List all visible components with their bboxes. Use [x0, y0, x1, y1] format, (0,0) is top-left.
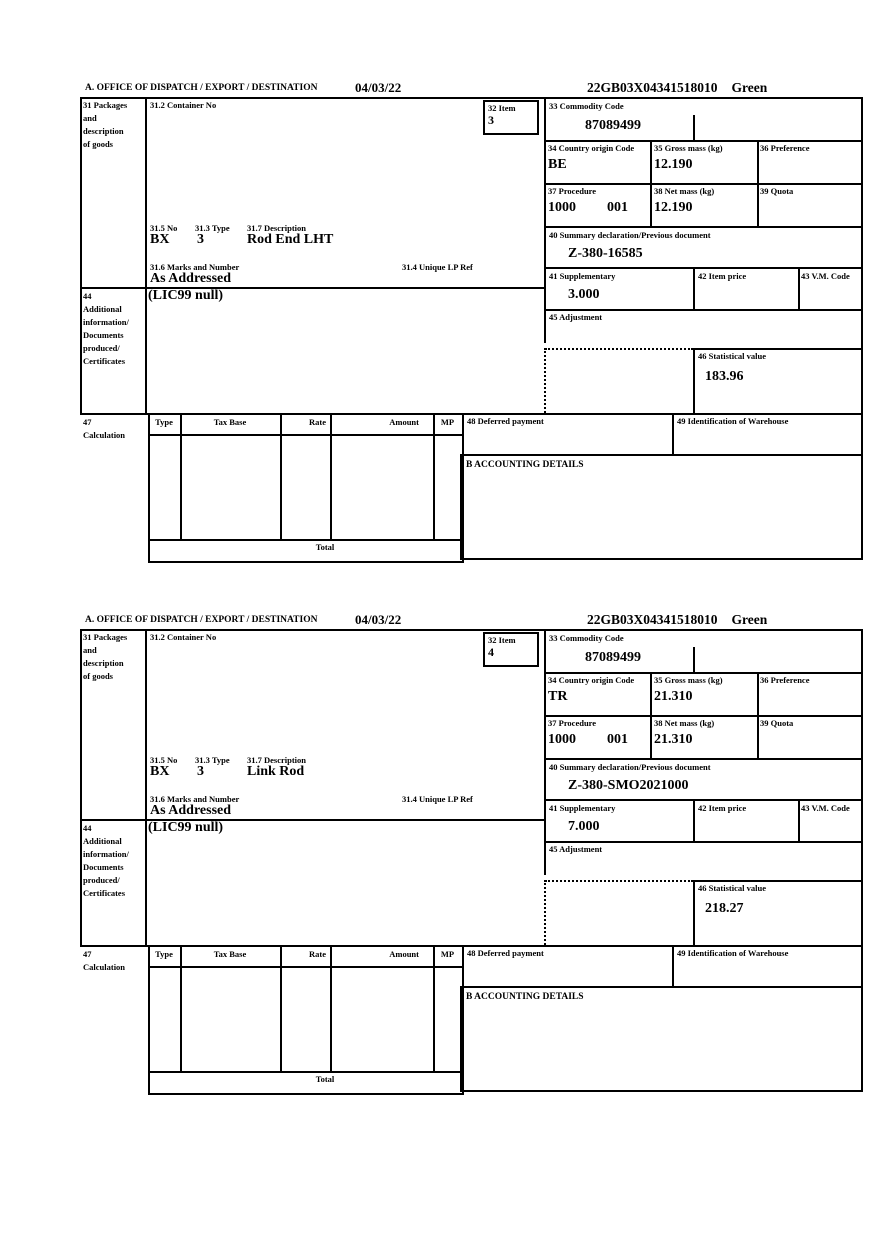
country-origin-value: TR — [548, 689, 568, 704]
previous-document-value: Z-380-16585 — [568, 246, 643, 261]
box44-additional-label: 44 Additional information/ Documents produced/ Certificates — [83, 291, 129, 366]
box33-commodity-label: 33 Commodity Code — [549, 633, 624, 643]
box31-3-type-label: 31.3 Type — [195, 223, 230, 233]
grid-line — [148, 945, 150, 1095]
box31-2-container-label: 31.2 Container No — [150, 632, 217, 642]
box49-warehouse-label: 49 Identification of Warehouse — [677, 948, 789, 958]
box37-procedure-label: 37 Procedure — [548, 718, 597, 728]
statistical-value: 218.27 — [705, 901, 744, 916]
grid-line — [544, 715, 863, 717]
grid-line — [544, 140, 863, 142]
package-type-value: 3 — [197, 232, 204, 247]
grid-line — [693, 348, 695, 413]
box32-item-label: 32 Item — [488, 103, 516, 113]
col-type-header: Type — [155, 949, 173, 959]
procedure-code2-value: 001 — [607, 200, 628, 215]
box46-statistical-label: 46 Statistical value — [698, 883, 766, 893]
grid-line — [80, 97, 82, 413]
supplementary-units-value: 3.000 — [568, 287, 600, 302]
box39-quota-label: 39 Quota — [760, 186, 794, 196]
grid-line — [433, 945, 435, 1071]
commodity-code-value: 87089499 — [585, 118, 641, 133]
grid-line — [693, 348, 863, 350]
grid-line — [148, 966, 462, 968]
office-of-dispatch-heading: A. OFFICE OF DISPATCH / EXPORT / DESTINATION — [85, 83, 318, 93]
col-type-header: Type — [155, 417, 173, 427]
package-no-value: BX — [150, 764, 170, 779]
grid-line — [650, 672, 652, 758]
grid-line — [693, 647, 695, 672]
grid-line — [80, 413, 863, 415]
box40-summary-label: 40 Summary declaration/Previous document — [549, 230, 711, 240]
grid-line — [148, 1093, 462, 1095]
box40-summary-label: 40 Summary declaration/Previous document — [549, 762, 711, 772]
mrn-number: 22GB03X04341518010 — [587, 612, 718, 627]
box47-calculation-label: 47 Calculation — [83, 417, 126, 440]
package-type-value: 3 — [197, 764, 204, 779]
grid-line — [757, 672, 759, 758]
box47-calculation-label: 47 Calculation — [83, 949, 126, 972]
grid-line — [148, 413, 150, 563]
box34-country-label: 34 Country origin Code — [548, 675, 635, 685]
grid-line — [148, 1071, 462, 1073]
previous-document-value: Z-380-SMO2021000 — [568, 778, 689, 793]
accounting-details-label: B ACCOUNTING DETAILS — [466, 992, 584, 1002]
box31-5-no-label: 31.5 No — [150, 223, 178, 233]
procedure-code2-value: 001 — [607, 732, 628, 747]
declaration-reference — [587, 80, 781, 96]
grid-line — [330, 945, 332, 1071]
net-mass-value: 21.310 — [654, 732, 693, 747]
box42-item-price-label: 42 Item price — [698, 271, 747, 281]
grid-line — [145, 97, 147, 413]
grid-line — [798, 799, 800, 841]
grid-line — [460, 558, 863, 560]
grid-line — [80, 97, 863, 99]
marks-and-number-value: As Addressed — [150, 803, 232, 818]
gross-mass-value: 12.190 — [654, 157, 693, 172]
grid-line — [433, 413, 435, 539]
box49-warehouse-label: 49 Identification of Warehouse — [677, 416, 789, 426]
grid-line — [693, 267, 695, 309]
grid-line — [672, 945, 674, 986]
grid-line — [544, 309, 863, 311]
col-mp-header: MP — [440, 417, 455, 427]
box38-net-mass-label: 38 Net mass (kg) — [654, 718, 715, 728]
dotted-grid-line — [545, 348, 693, 350]
grid-line — [693, 799, 695, 841]
grid-line — [672, 413, 674, 454]
calculation-total-label: Total — [315, 1074, 335, 1084]
box46-statistical-label: 46 Statistical value — [698, 351, 766, 361]
grid-line — [462, 413, 464, 563]
marks-and-number-value: As Addressed — [150, 271, 232, 286]
col-mp-header: MP — [440, 949, 455, 959]
grid-line — [280, 413, 282, 539]
box42-item-price-label: 42 Item price — [698, 803, 747, 813]
grid-line — [462, 454, 863, 456]
grid-line — [650, 140, 652, 226]
goods-description-value: Rod End LHT — [247, 232, 334, 247]
grid-line — [693, 880, 695, 945]
grid-line — [544, 97, 546, 343]
box41-supplementary-label: 41 Supplementary — [549, 271, 616, 281]
box44-additional-label: 44 Additional information/ Documents produced/ Certificates — [83, 823, 129, 898]
col-tax-base-header: Tax Base — [213, 949, 247, 959]
commodity-code-value: 87089499 — [585, 650, 641, 665]
dotted-grid-line — [545, 880, 693, 882]
grid-line — [180, 413, 182, 539]
grid-line — [544, 758, 863, 760]
box39-quota-label: 39 Quota — [760, 718, 794, 728]
grid-line — [757, 140, 759, 226]
item-number-value: 4 — [488, 645, 494, 659]
box32-item — [483, 100, 539, 135]
procedure-code-value: 1000 — [548, 200, 576, 215]
grid-line — [462, 945, 464, 1095]
box31-packages-label: 31 Packages and description of goods — [83, 100, 128, 149]
grid-line — [693, 115, 695, 140]
box41-supplementary-label: 41 Supplementary — [549, 803, 616, 813]
dispatch-date: 04/03/22 — [355, 612, 402, 627]
gross-mass-value: 21.310 — [654, 689, 693, 704]
box31-5-no-label: 31.5 No — [150, 755, 178, 765]
routing-status: Green — [731, 612, 768, 627]
grid-line — [544, 267, 863, 269]
office-of-dispatch-heading: A. OFFICE OF DISPATCH / EXPORT / DESTINATION — [85, 615, 318, 625]
dotted-grid-line — [544, 880, 546, 945]
additional-info-value: (LIC99 null) — [148, 288, 224, 303]
grid-line — [544, 183, 863, 185]
box34-country-label: 34 Country origin Code — [548, 143, 635, 153]
box38-net-mass-label: 38 Net mass (kg) — [654, 186, 715, 196]
grid-line — [80, 945, 863, 947]
box31-2-container-label: 31.2 Container No — [150, 100, 217, 110]
grid-line — [80, 629, 863, 631]
dispatch-date: 04/03/22 — [355, 80, 402, 95]
box36-preference-label: 36 Preference — [760, 143, 810, 153]
box31-3-type-label: 31.3 Type — [195, 755, 230, 765]
box31-7-description-label: 31.7 Description — [247, 223, 307, 233]
box45-adjustment-label: 45 Adjustment — [549, 312, 603, 322]
mrn-number: 22GB03X04341518010 — [587, 80, 718, 95]
col-tax-base-header: Tax Base — [213, 417, 247, 427]
goods-description-value: Link Rod — [247, 764, 305, 779]
box43-vm-code-label: 43 V.M. Code — [801, 803, 850, 813]
grid-line — [798, 267, 800, 309]
box48-deferred-label: 48 Deferred payment — [467, 416, 544, 426]
box43-vm-code-label: 43 V.M. Code — [801, 271, 850, 281]
grid-line — [544, 841, 863, 843]
box35-gross-mass-label: 35 Gross mass (kg) — [654, 143, 723, 153]
box36-preference-label: 36 Preference — [760, 675, 810, 685]
col-rate-header: Rate — [309, 417, 326, 427]
accounting-details-label: B ACCOUNTING DETAILS — [466, 460, 584, 470]
box32-item — [483, 632, 539, 667]
grid-line — [148, 539, 462, 541]
grid-line — [544, 226, 863, 228]
box37-procedure-label: 37 Procedure — [548, 186, 597, 196]
grid-line — [861, 629, 863, 1092]
box31-4-lp-ref-label: 31.4 Unique LP Ref — [402, 262, 473, 272]
calculation-total-label: Total — [315, 542, 335, 552]
box31-6-marks-label: 31.6 Marks and Number — [150, 794, 240, 804]
grid-line — [544, 629, 546, 875]
box31-4-lp-ref-label: 31.4 Unique LP Ref — [402, 794, 473, 804]
grid-line — [460, 1090, 863, 1092]
grid-line — [148, 434, 462, 436]
grid-line — [180, 945, 182, 1071]
col-rate-header: Rate — [309, 949, 326, 959]
declaration-item-3 — [80, 80, 863, 565]
grid-line — [693, 880, 863, 882]
box31-6-marks-label: 31.6 Marks and Number — [150, 262, 240, 272]
item-number-value: 3 — [488, 113, 494, 127]
grid-line — [148, 561, 462, 563]
declaration-item-4 — [80, 612, 863, 1097]
declaration-reference — [587, 612, 781, 628]
grid-line — [544, 799, 863, 801]
col-amount-header: Amount — [389, 949, 419, 959]
grid-line — [861, 97, 863, 560]
routing-status: Green — [731, 80, 768, 95]
grid-line — [330, 413, 332, 539]
box45-adjustment-label: 45 Adjustment — [549, 844, 603, 854]
box31-7-description-label: 31.7 Description — [247, 755, 307, 765]
dotted-grid-line — [544, 348, 546, 413]
grid-line — [280, 945, 282, 1071]
package-no-value: BX — [150, 232, 170, 247]
grid-line — [462, 986, 863, 988]
additional-info-value: (LIC99 null) — [148, 820, 224, 835]
country-origin-value: BE — [548, 157, 567, 172]
grid-line — [544, 672, 863, 674]
grid-line — [80, 629, 82, 945]
box48-deferred-label: 48 Deferred payment — [467, 948, 544, 958]
procedure-code-value: 1000 — [548, 732, 576, 747]
grid-line — [145, 629, 147, 945]
box32-item-label: 32 Item — [488, 635, 516, 645]
net-mass-value: 12.190 — [654, 200, 693, 215]
supplementary-units-value: 7.000 — [568, 819, 600, 834]
col-amount-header: Amount — [389, 417, 419, 427]
box35-gross-mass-label: 35 Gross mass (kg) — [654, 675, 723, 685]
box31-packages-label: 31 Packages and description of goods — [83, 632, 128, 681]
statistical-value: 183.96 — [705, 369, 744, 384]
box33-commodity-label: 33 Commodity Code — [549, 101, 624, 111]
